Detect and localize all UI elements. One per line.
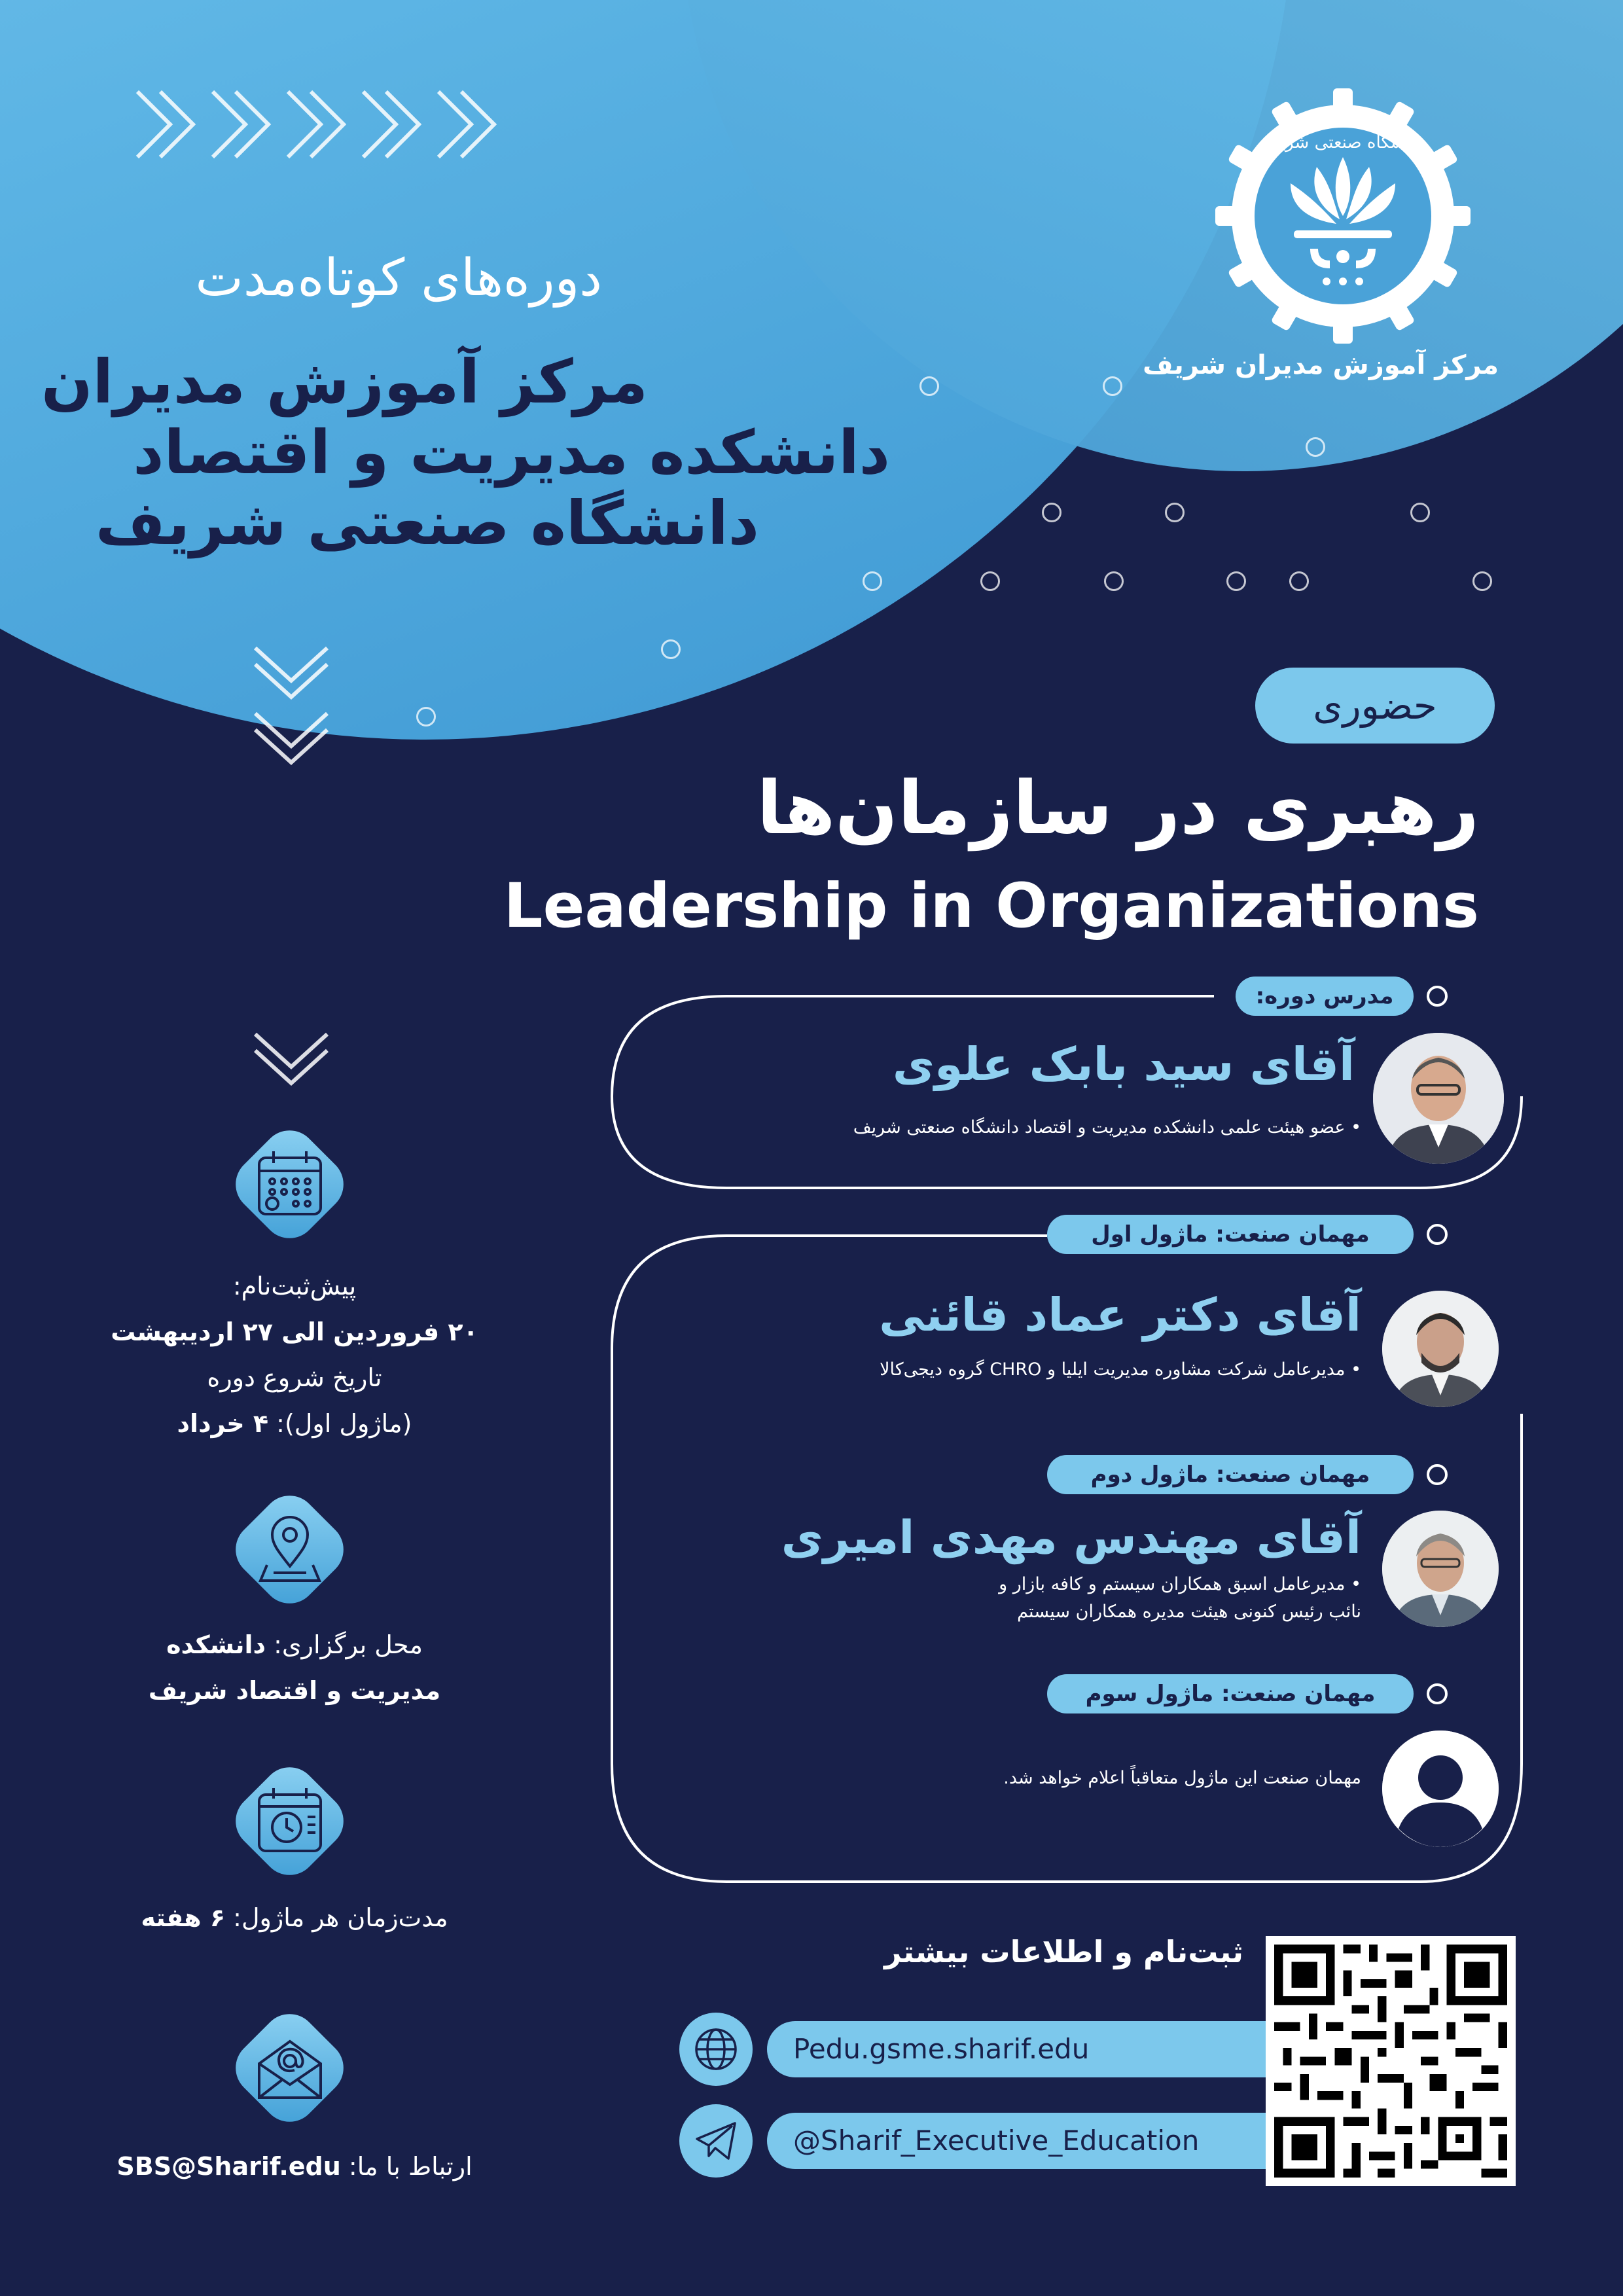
decor-ring	[416, 707, 436, 726]
decor-ring	[1103, 376, 1122, 396]
course-title-en: Leadership in Organizations	[503, 870, 1479, 942]
website-icon-badge[interactable]	[679, 2013, 753, 2086]
qr-code-icon	[1266, 1936, 1516, 2186]
decor-ring	[1472, 571, 1492, 591]
email-icon	[254, 2032, 326, 2104]
duration-label: مدت‌زمان هر ماژول:	[233, 1903, 448, 1932]
guest-1-label: مهمان صنعت: ماژول اول	[1047, 1215, 1414, 1254]
person-photo-icon	[1382, 1511, 1499, 1627]
chevrons-down-icon	[252, 641, 330, 772]
contact-tile	[224, 2003, 355, 2134]
guest-3-label: مهمان صنعت: ماژول سوم	[1047, 1674, 1414, 1713]
start-label: تاریخ شروع دوره	[207, 1363, 382, 1392]
guest-1-desc: • مدیرعامل شرکت مشاوره مدیریت ایلیا و CHRO گروه دیجی‌کالا	[880, 1359, 1361, 1380]
person-photo-icon	[1373, 1033, 1504, 1164]
start-prefix: (ماژول اول):	[276, 1409, 412, 1438]
location-pin-icon	[254, 1514, 326, 1586]
guest-2-avatar	[1382, 1511, 1499, 1627]
guest-2-desc: • مدیرعامل اسبق همکاران سیستم و کافه بازار و نائب رئیس کنونی هیئت مدیره همکاران سیستم	[720, 1571, 1361, 1626]
registration-label: پیش‌ثبت‌نام:	[232, 1272, 357, 1300]
decor-ring	[1226, 571, 1246, 591]
header-title-line-3: دانشگاه صنعتی شریف	[95, 488, 759, 558]
calendar-clock-icon	[254, 1785, 326, 1857]
guest-3-desc	[720, 1765, 1361, 1792]
decor-ring	[1289, 571, 1309, 591]
registration-heading: ثبت‌نام و اطلاعات بیشتر	[884, 1934, 1243, 1969]
header-title	[41, 347, 890, 559]
instructor-name: آقای سید بابک علوی	[892, 1037, 1355, 1091]
instructor-avatar	[1373, 1033, 1504, 1164]
instructor-label: مدرس دوره:	[1236, 977, 1414, 1016]
calendar-icon	[254, 1149, 326, 1221]
user-placeholder-icon	[1382, 1731, 1499, 1847]
decor-ring	[661, 639, 681, 659]
globe-icon	[693, 2026, 739, 2072]
decor-ring	[919, 376, 939, 396]
guest-3-avatar	[1382, 1731, 1499, 1847]
location-tile	[224, 1484, 355, 1615]
decor-ring	[1410, 503, 1430, 522]
registration-info	[65, 1263, 524, 1446]
start-date: ۴ خرداد	[177, 1409, 269, 1438]
sharif-university-logo-icon	[1212, 85, 1474, 347]
guest-2-name: آقای مهندس مهدی امیری	[781, 1511, 1361, 1564]
guest-2-bullet	[1427, 1464, 1448, 1485]
header-top-line: دوره‌های کوتاه‌مدت	[195, 249, 602, 308]
decor-ring	[1104, 571, 1124, 591]
header-title-line-1: مرکز آموزش مدیران	[41, 347, 648, 417]
duration-tile	[224, 1756, 355, 1887]
mode-badge: حضوری	[1255, 668, 1495, 744]
guest-2-label: مهمان صنعت: ماژول دوم	[1047, 1455, 1414, 1494]
guest-2-desc-line-1: مدیرعامل اسبق همکاران سیستم و کافه بازار و	[999, 1574, 1346, 1594]
guest-1-bullet	[1427, 1224, 1448, 1245]
decor-ring	[863, 571, 882, 591]
decor-ring	[1306, 437, 1325, 457]
guest-3-desc-text: مهمان صنعت این ماژول متعاقباً اعلام خواهد شد.	[1003, 1768, 1361, 1788]
contact-label: ارتباط با ما:	[348, 2152, 473, 2181]
contact-email[interactable]: SBS@Sharif.edu	[116, 2152, 341, 2181]
person-photo-icon	[1382, 1291, 1499, 1407]
calendar-tile	[224, 1119, 355, 1250]
location-label: محل برگزاری:	[274, 1630, 423, 1659]
decor-ring	[1042, 503, 1061, 522]
location-value-2: مدیریت و اقتصاد شریف	[148, 1676, 441, 1705]
logo-ring-text: دانشگاه صنعتی شریف	[1263, 133, 1423, 152]
instructor-bullet	[1427, 986, 1448, 1007]
duration-value: ۶ هفته	[141, 1903, 226, 1932]
instructor-desc-text: عضو هیئت علمی دانشکده مدیریت و اقتصاد دانشگاه صنعتی شریف	[853, 1117, 1346, 1138]
guest-1-desc-text: مدیرعامل شرکت مشاوره مدیریت ایلیا و CHRO گروه دیجی‌کالا	[880, 1359, 1346, 1380]
chevron-down-icon	[252, 1028, 330, 1086]
decor-ring	[980, 571, 1000, 591]
instructor-desc: • عضو هیئت علمی دانشکده مدیریت و اقتصاد دانشگاه صنعتی شریف	[853, 1117, 1361, 1138]
telegram-icon	[693, 2118, 739, 2164]
guest-1-avatar	[1382, 1291, 1499, 1407]
registration-dates: ۲۰ فروردین الی ۲۷ اردیبهشت	[111, 1318, 478, 1346]
guest-1-name: آقای دکتر عماد قائنی	[879, 1288, 1361, 1342]
header-title-line-2: دانشکده مدیریت و اقتصاد	[133, 418, 890, 488]
guest-3-bullet	[1427, 1683, 1448, 1704]
telegram-icon-badge[interactable]	[679, 2104, 753, 2178]
contact-info	[65, 2144, 524, 2189]
logo-caption: مرکز آموزش مدیران شریف	[1143, 350, 1499, 380]
location-info	[65, 1622, 524, 1713]
guest-2-desc-line-2: نائب رئیس کنونی هیئت مدیره همکاران سیستم	[1017, 1602, 1361, 1622]
telegram-link[interactable]: @Sharif_Executive_Education	[767, 2113, 1271, 2169]
website-link[interactable]: Pedu.gsme.sharif.edu	[767, 2021, 1271, 2077]
location-value-1: دانشکده	[166, 1630, 266, 1659]
duration-info	[65, 1895, 524, 1941]
chevrons-right-icon	[131, 85, 497, 164]
qr-code[interactable]	[1266, 1936, 1516, 2186]
decor-ring	[1165, 503, 1185, 522]
course-title-fa: رهبری در سازمان‌ها	[757, 766, 1479, 851]
